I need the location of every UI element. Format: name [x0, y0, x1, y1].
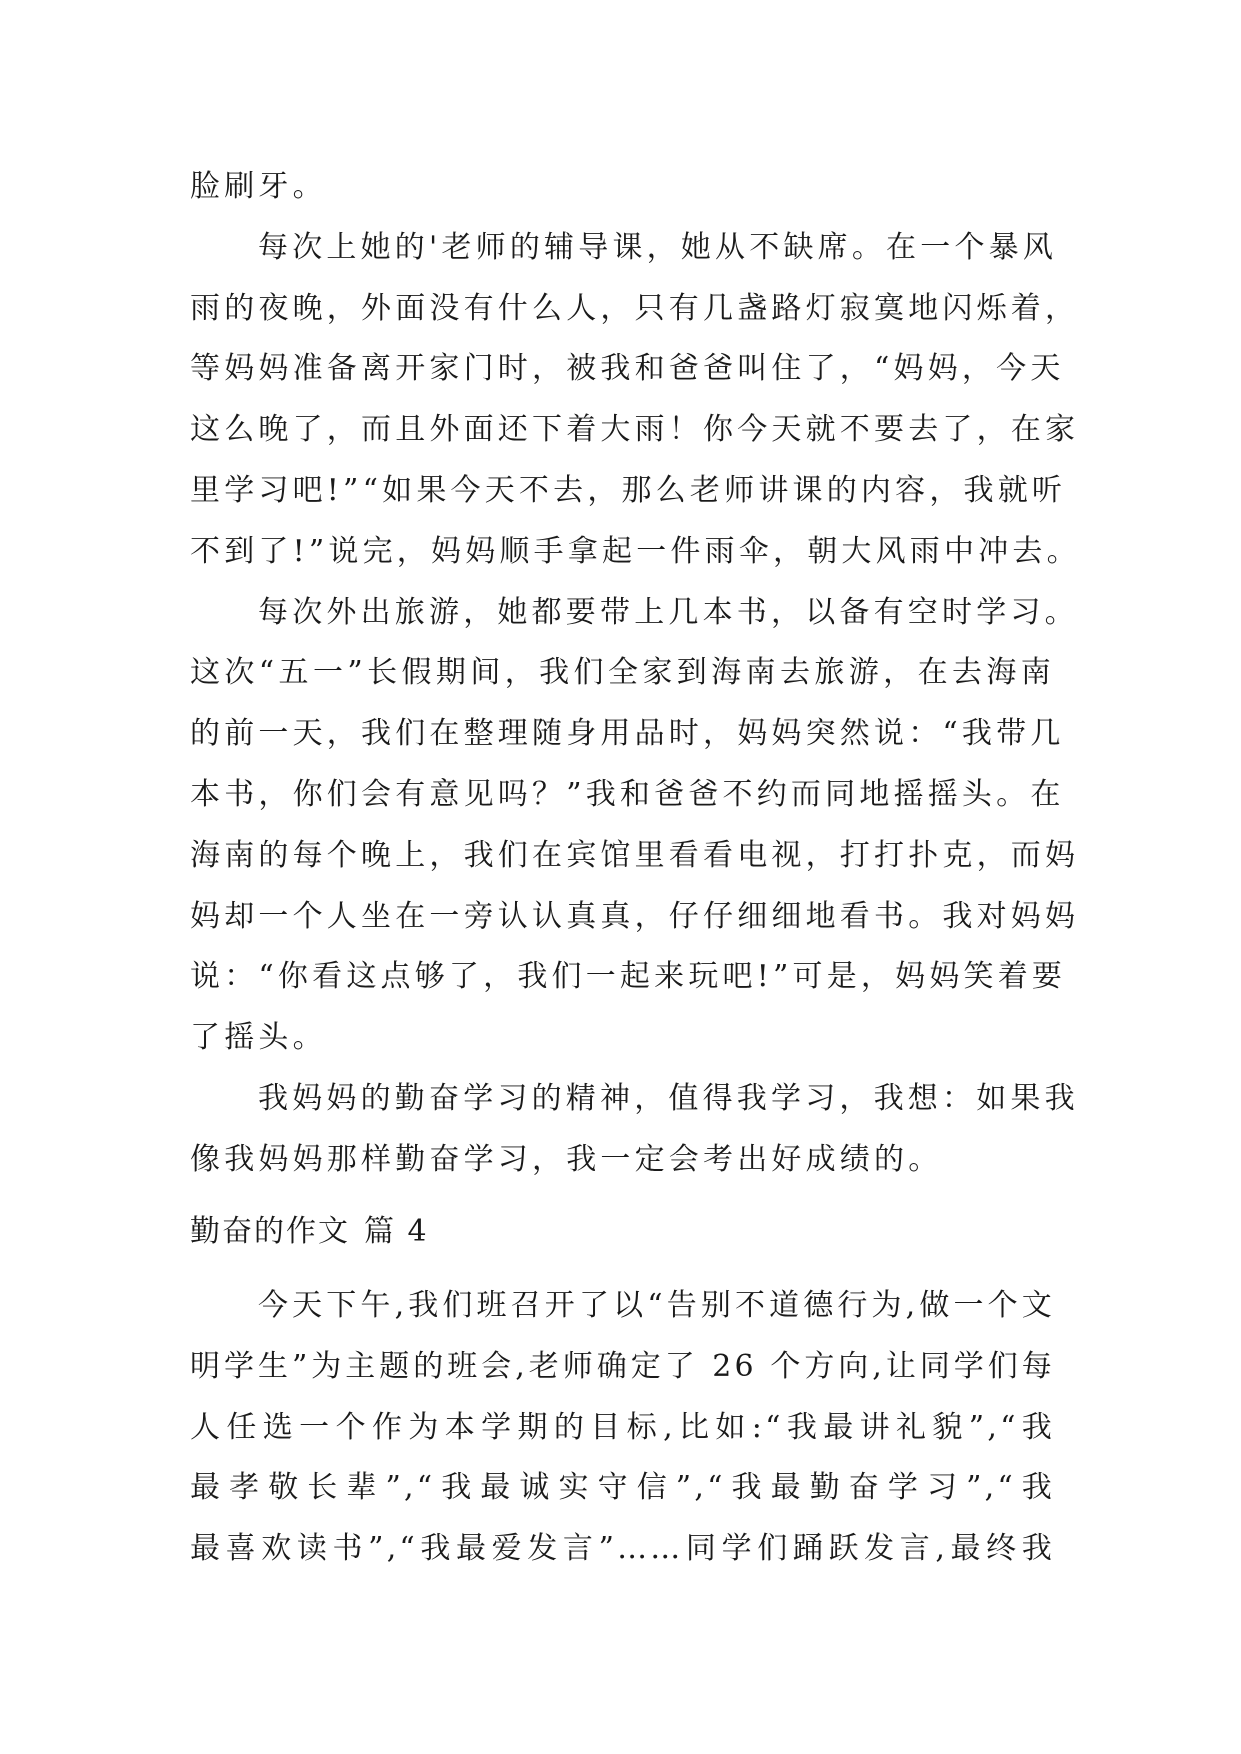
text-line: 这次“五一”长假期间，我们全家到海南去旅游，在去海南	[190, 655, 1055, 691]
text-line: 雨的夜晚，外面没有什么人，只有几盏路灯寂寞地闪烁着，	[190, 290, 1080, 326]
heading-part-number: 篇 4	[364, 1214, 429, 1249]
paragraph-start-line: 每次上她的'老师的辅导课，她从不缺席。在一个暴风	[258, 229, 1058, 265]
section-heading	[190, 1202, 429, 1262]
text-line: 说：“你看这点够了，我们一起来玩吧!”可是，妈妈笑着要	[190, 959, 1067, 995]
essay-body-section-one	[190, 157, 1081, 1191]
text-line: 这么晚了，而且外面还下着大雨！你今天就不要去了，在家	[190, 412, 1080, 448]
text-line: 最喜欢读书”,“我最爱发言”……同学们踊跃发言,最终我	[190, 1531, 1055, 1567]
text-line: 的前一天，我们在整理随身用品时，妈妈突然说：“我带几	[190, 716, 1065, 752]
text-line: 明学生”为主题的班会,老师确定了 26 个方向,让同学们每	[190, 1348, 1055, 1384]
text-line: 最孝敬长辈”,“我最诚实守信”,“我最勤奋学习”,“我	[190, 1470, 1055, 1506]
text-line: 等妈妈准备离开家门时，被我和爸爸叫住了，“妈妈，今天	[190, 351, 1065, 387]
text-line: 海南的每个晚上，我们在宾馆里看看电视，打打扑克，而妈	[190, 837, 1080, 873]
text-line: 不到了!”说完，妈妈顺手拿起一件雨伞，朝大风雨中冲去。	[190, 533, 1081, 569]
text-line: 像我妈妈那样勤奋学习，我一定会考出好成绩的。	[190, 1141, 943, 1177]
heading-title: 勤奋的作文	[190, 1214, 350, 1249]
essay-body-section-two	[190, 1276, 1055, 1580]
text-line: 妈却一个人坐在一旁认认真真，仔仔细细地看书。我对妈妈	[190, 898, 1080, 934]
text-line: 脸刷牙。	[190, 169, 327, 204]
paragraph-start-line: 我妈妈的勤奋学习的精神，值得我学习，我想：如果我	[258, 1080, 1079, 1116]
text-line: 人任选一个作为本学期的目标,比如:“我最讲礼貌”,“我	[190, 1409, 1055, 1445]
text-line: 了摇头。	[190, 1020, 327, 1056]
text-line: 本书，你们会有意见吗？”我和爸爸不约而同地摇摇头。在	[190, 776, 1065, 812]
text-line: 里学习吧!”“如果今天不去，那么老师讲课的内容，我就听	[190, 472, 1067, 508]
paragraph-start-line: 每次外出旅游，她都要带上几本书，以备有空时学习。	[258, 594, 1079, 630]
paragraph-start-line: 今天下午,我们班召开了以“告别不道德行为,做一个文	[258, 1288, 1055, 1323]
